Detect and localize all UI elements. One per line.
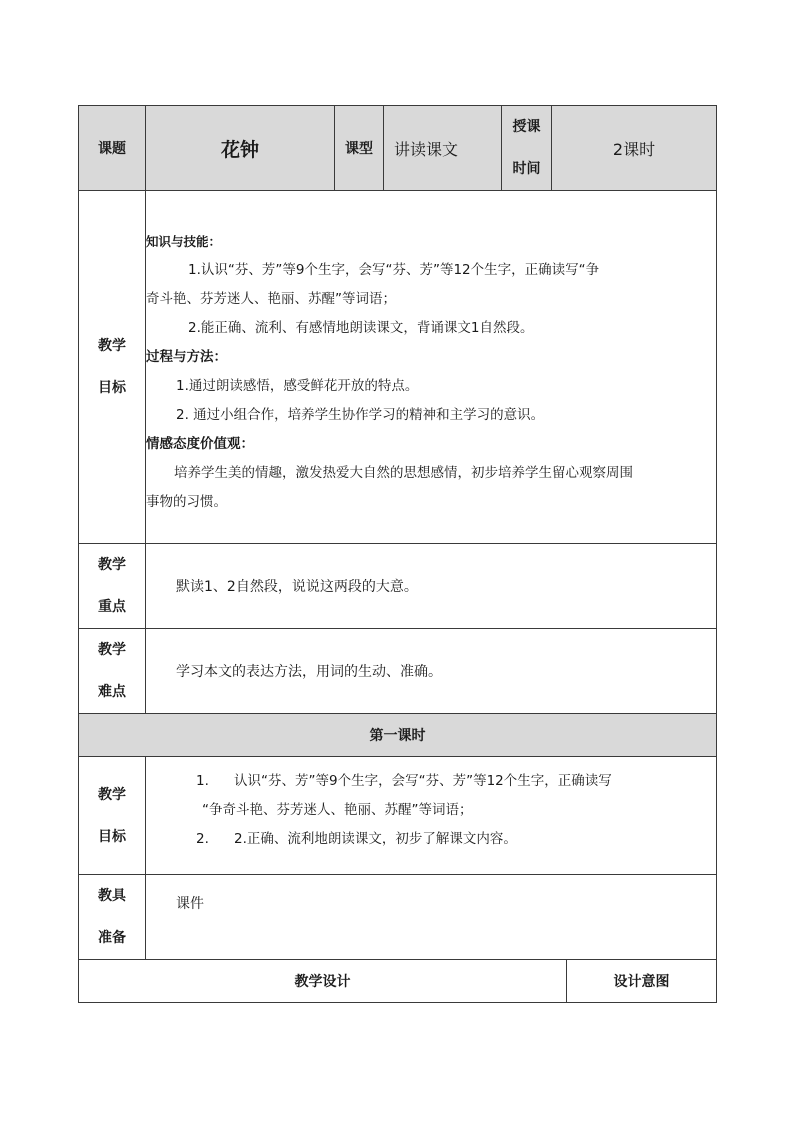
key-points-label-line1: 教学 <box>98 557 126 573</box>
objectives-row <box>79 191 717 544</box>
emotion-line2: 事物的习惯。 <box>146 494 227 510</box>
process-heading: 过程与方法： <box>146 349 227 365</box>
materials-row <box>79 875 717 960</box>
knowledge-item-1-line2: 奇斗艳、芬芳迷人、艳丽、苏醒”等词语； <box>146 291 396 307</box>
materials-label-line2: 准备 <box>98 930 126 946</box>
materials-label-line1: 教具 <box>98 888 126 904</box>
first-lesson-goals-content <box>146 757 717 875</box>
first-lesson-heading-row <box>79 714 717 757</box>
difficulties-label-line1: 教学 <box>98 642 126 658</box>
first-lesson-item-1-line2: “争奇斗艳、芬芳迷人、艳丽、苏醒”等词语； <box>202 802 473 818</box>
header-row <box>79 106 717 191</box>
materials-content: 课件 <box>146 875 717 960</box>
time-label-line2: 时间 <box>512 161 541 177</box>
key-points-content: 默读1、2自然段，说说这两段的大意。 <box>146 544 717 629</box>
difficulties-content: 学习本文的表达方法，用词的生动、准确。 <box>146 629 717 714</box>
first-lesson-goals-row <box>79 757 717 875</box>
knowledge-item-1-line1: 1.认识“芬、芳”等9个生字，会写“芬、芳”等12个生字，正确读写“争 <box>188 262 600 278</box>
type-value: 讲读课文 <box>384 106 502 191</box>
key-points-label-line2: 重点 <box>98 599 126 615</box>
emotion-line1: 培养学生美的情趣，激发热爱大自然的思想感情，初步培养学生留心观察周围 <box>174 465 633 481</box>
first-lesson-item-2-number: 2. <box>196 831 209 847</box>
first-lesson-item-1 <box>146 767 716 796</box>
objectives-label <box>79 191 146 544</box>
first-lesson-goals-label-line2: 目标 <box>98 828 126 845</box>
first-lesson-item-2-text: 2.正确、流利地朗读课文，初步了解课文内容。 <box>234 831 517 847</box>
topic-label: 课题 <box>79 106 146 191</box>
knowledge-item-2: 2.能正确、流利、有感情地朗读课文，背诵课文1自然段。 <box>188 320 534 336</box>
first-lesson-heading: 第一课时 <box>79 714 717 757</box>
difficulties-label-line2: 难点 <box>98 684 126 700</box>
lesson-plan-sheet <box>78 105 716 1003</box>
difficulties-row <box>79 629 717 714</box>
time-label-line1: 授课 <box>512 119 541 135</box>
type-label: 课型 <box>335 106 384 191</box>
key-points-label <box>79 544 146 629</box>
time-label <box>502 106 552 191</box>
key-points-row <box>79 544 717 629</box>
objectives-content <box>146 191 717 544</box>
first-lesson-item-2 <box>146 825 716 854</box>
time-value: 2课时 <box>552 106 717 191</box>
objectives-label-line2: 目标 <box>98 380 126 396</box>
emotion-heading: 情感态度价值观： <box>146 436 254 452</box>
first-lesson-goals-label <box>79 757 146 875</box>
first-lesson-item-1-number: 1. <box>196 773 209 789</box>
materials-label <box>79 875 146 960</box>
topic-value: 花钟 <box>146 106 335 191</box>
difficulties-label <box>79 629 146 714</box>
process-item-2: 2. 通过小组合作，培养学生协作学习的精神和主学习的意识。 <box>176 407 545 423</box>
design-intent-heading: 设计意图 <box>567 960 717 1003</box>
lesson-plan-table <box>78 105 717 1003</box>
first-lesson-goals-label-line1: 教学 <box>98 786 126 803</box>
process-item-1: 1.通过朗读感悟，感受鲜花开放的特点。 <box>176 378 419 394</box>
first-lesson-item-1-line1: 认识“芬、芳”等9个生字，会写“芬、芳”等12个生字，正确读写 <box>234 773 612 789</box>
knowledge-heading: 知识与技能： <box>146 234 222 249</box>
objectives-label-line1: 教学 <box>98 338 126 354</box>
design-header-row <box>79 960 717 1003</box>
design-heading: 教学设计 <box>79 960 567 1003</box>
